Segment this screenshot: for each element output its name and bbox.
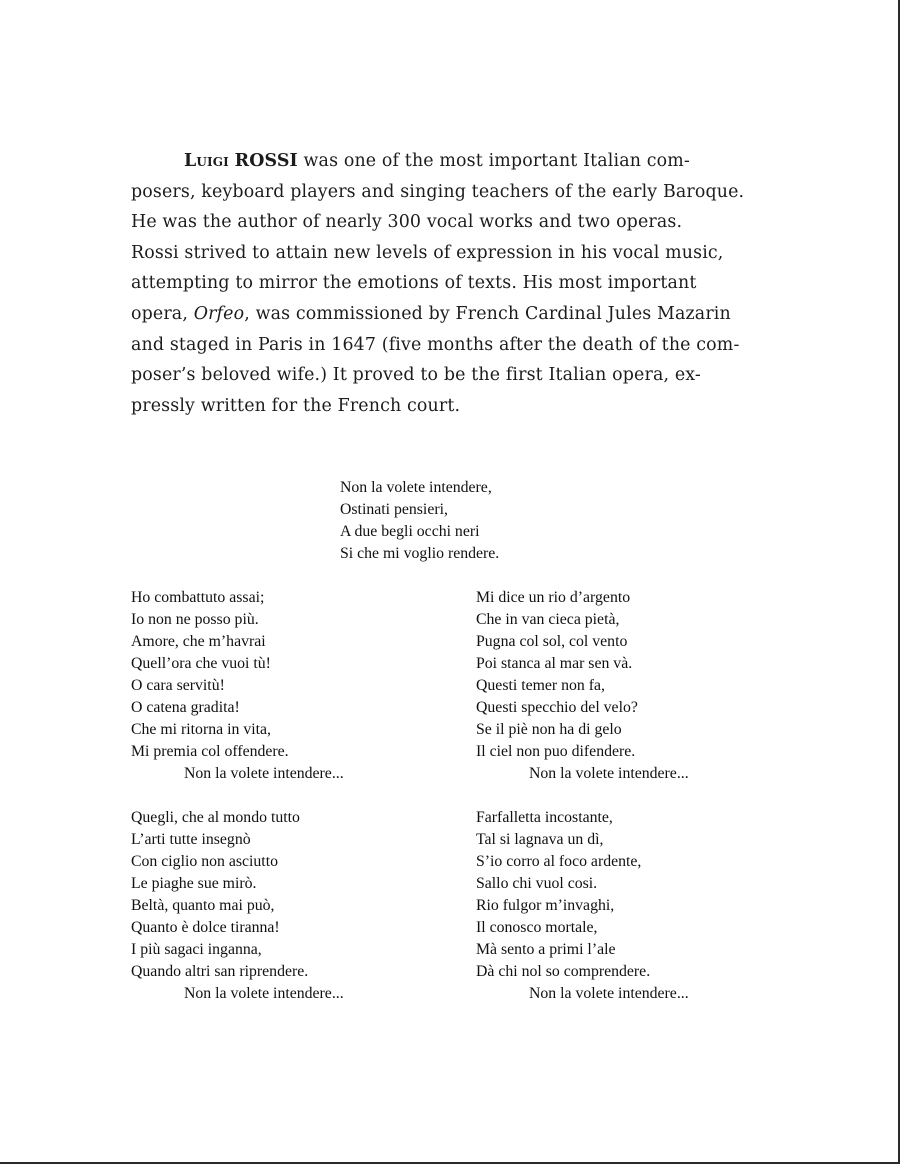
verse-line: L’arti tutte insegnò [131,831,251,848]
bio-line-9: pressly written for the French court. [131,395,461,416]
verse-line: Con ciglio non asciutto [131,853,278,870]
refrain-line: Non la volete intendere... [529,985,689,1002]
bio-line-4: Rossi strived to attain new levels of expression in his vocal music, [131,242,724,263]
verse-line: Le piaghe sue mirò. [131,875,257,892]
bio-line-1-text: was one of the most important Italian com- [297,151,690,171]
verse-line: Sallo chi vuol cosi. [476,875,598,892]
verse-line: I più sagaci inganna, [131,941,262,958]
opera-title: Orfeo [193,303,245,324]
ritornello-line: Si che mi voglio rendere. [340,545,500,562]
verse-line: Questi specchio del velo? [476,699,638,716]
verse-line: Mà sento a primi l’ale [476,941,616,958]
verse-line: Tal si lagnava un dì, [476,831,604,848]
bio-line-7: and staged in Paris in 1647 (five months after the death of the com- [131,334,740,355]
bio-line-6 [131,299,771,330]
poem-ritornello [340,477,499,565]
verse-line: Mi dice un rio d’argento [476,589,631,606]
verse-line: Quando altri san riprendere. [131,963,309,980]
stanza-1 [131,587,344,785]
ritornello-line: Non la volete intendere, [340,479,492,496]
verse-line: Questi temer non fa, [476,677,605,694]
verse-line: Io non ne posso più. [131,611,259,628]
verse-line: Beltà, quanto mai può, [131,897,275,914]
verse-line: Quegli, che al mondo tutto [131,809,300,826]
stanza-3 [131,807,344,1005]
ritornello-line: Ostinati pensieri, [340,501,448,518]
verse-line: Ho combattuto assai; [131,589,265,606]
stanza-2 [476,587,689,785]
verse-line: Il ciel non puo difendere. [476,743,636,760]
bio-line-6-pre: opera, [131,303,194,324]
verse-line: Farfalletta incostante, [476,809,613,826]
bio-line-2: posers, keyboard players and singing teachers of the early Baroque. [131,181,745,202]
bio-line-5: attempting to mirror the emotions of texts. His most important [131,273,697,294]
refrain-line: Non la volete intendere... [184,765,344,782]
composer-last-name: ROSSI [234,151,298,171]
verse-line: Se il piè non ha di gelo [476,721,622,738]
verse-line: Che in van cieca pietà, [476,611,620,628]
refrain-line: Non la volete intendere... [529,765,689,782]
refrain-line: Non la volete intendere... [184,985,344,1002]
biography-paragraph [131,146,771,421]
verse-line: Pugna col sol, col vento [476,633,628,650]
verse-line: Che mi ritorna in vita, [131,721,271,738]
verse-line: Mi premia col offendere. [131,743,289,760]
verse-line: Amore, che m’havrai [131,633,266,650]
verse-line: Il conosco mortale, [476,919,598,936]
bio-line-6-post: , was commissioned by French Cardinal Jules Mazarin [244,303,731,324]
composer-first-name: Luigi [184,151,229,171]
stanza-4 [476,807,689,1005]
verse-line: Poi stanca al mar sen và. [476,655,633,672]
verse-line: Quell’ora che vuoi tù! [131,655,271,672]
ritornello-line: A due begli occhi neri [340,523,480,540]
verse-line: Dà chi nol so comprendere. [476,963,651,980]
verse-line: Quanto è dolce tiranna! [131,919,280,936]
bio-line-8: poser’s beloved wife.) It proved to be the first Italian opera, ex- [131,365,701,386]
verse-line: O cara servitù! [131,677,225,694]
bio-line-3: He was the author of nearly 300 vocal works and two operas. [131,212,683,233]
verse-line: Rio fulgor m’invaghi, [476,897,615,914]
verse-line: S’io corro al foco ardente, [476,853,642,870]
verse-line: O catena gradita! [131,699,240,716]
bio-line-1 [131,146,771,177]
